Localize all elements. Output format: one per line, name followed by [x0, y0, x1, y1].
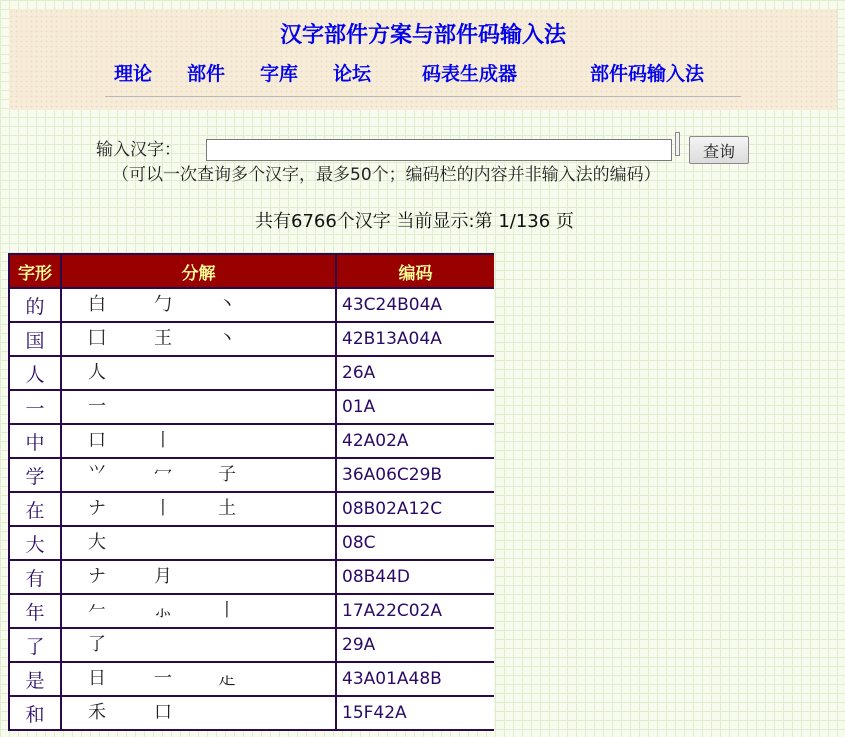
- search-input[interactable]: [206, 139, 672, 161]
- character-cell[interactable]: 在: [9, 492, 61, 526]
- table-body: [9, 288, 494, 730]
- component-part: 口: [154, 702, 172, 723]
- component-part: 了: [88, 634, 106, 655]
- code-cell: 36A06C29B: [336, 458, 494, 492]
- table-row: [9, 492, 494, 526]
- decomposition-cell: [61, 526, 336, 560]
- character-cell[interactable]: 了: [9, 628, 61, 662]
- code-cell: 43A01A48B: [336, 662, 494, 696]
- component-part: 丶: [218, 328, 236, 349]
- search-note: （可以一次查询多个汉字，最多50个；编码栏的内容并非输入法的编码）: [112, 165, 661, 185]
- nav-link-forum[interactable]: 论坛: [333, 63, 372, 85]
- component-part: 王: [154, 328, 172, 349]
- character-cell[interactable]: 有: [9, 560, 61, 594]
- decomposition-cell: [61, 356, 336, 390]
- component-part: 月: [154, 566, 172, 587]
- decomposition-cell: [61, 628, 336, 662]
- character-cell[interactable]: 国: [9, 322, 61, 356]
- code-cell: 08B02A12C: [336, 492, 494, 526]
- component-part: 人: [88, 362, 106, 383]
- character-table: [8, 253, 494, 731]
- table-row: [9, 322, 494, 356]
- component-part: ⺍: [88, 464, 106, 485]
- nav-link-components[interactable]: 部件: [187, 63, 226, 85]
- nav-link-code-table-generator[interactable]: 码表生成器: [422, 63, 518, 85]
- component-part: 日: [88, 668, 106, 689]
- table-row: [9, 458, 494, 492]
- decomposition-cell: [61, 492, 336, 526]
- component-part: 勹: [154, 294, 172, 315]
- component-part: 囗: [88, 328, 106, 349]
- nav-link-input-method[interactable]: 部件码输入法: [590, 63, 705, 85]
- table-row: [9, 288, 494, 322]
- decomposition-cell: [61, 560, 336, 594]
- code-cell: 26A: [336, 356, 494, 390]
- character-cell[interactable]: 学: [9, 458, 61, 492]
- component-part: 子: [218, 464, 236, 485]
- component-part: 龰: [218, 668, 236, 689]
- code-cell: 42B13A04A: [336, 322, 494, 356]
- decomposition-cell: [61, 288, 336, 322]
- decomposition-cell: [61, 458, 336, 492]
- decomposition-cell: [61, 424, 336, 458]
- search-label: 输入汉字：: [96, 140, 181, 160]
- nav-link-character-library[interactable]: 字库: [260, 63, 299, 85]
- component-part: ⺗: [154, 600, 172, 621]
- decomposition-cell: [61, 594, 336, 628]
- decomposition-cell: [61, 390, 336, 424]
- character-cell[interactable]: 的: [9, 288, 61, 322]
- character-cell[interactable]: 是: [9, 662, 61, 696]
- component-part: 大: [88, 532, 106, 553]
- table-header-row: [9, 254, 494, 288]
- code-cell: 08B44D: [336, 560, 494, 594]
- character-cell[interactable]: 人: [9, 356, 61, 390]
- character-cell[interactable]: 中: [9, 424, 61, 458]
- code-cell: 43C24B04A: [336, 288, 494, 322]
- site-title[interactable]: 汉字部件方案与部件码输入法: [279, 23, 566, 48]
- code-cell: 15F42A: [336, 696, 494, 730]
- code-cell: 01A: [336, 390, 494, 424]
- column-header-decomposition: 分解: [61, 254, 336, 288]
- code-cell: 42A02A: [336, 424, 494, 458]
- column-header-code: 编码: [336, 254, 494, 288]
- column-header-glyph: 字形: [9, 254, 61, 288]
- component-part: 𠂉: [88, 600, 106, 621]
- character-cell[interactable]: 大: [9, 526, 61, 560]
- component-part: 丨: [218, 600, 236, 621]
- component-part: 禾: [88, 702, 106, 723]
- component-part: 丶: [218, 294, 236, 315]
- component-part: 一: [88, 396, 106, 417]
- query-button[interactable]: 查询: [689, 136, 749, 164]
- nav-link-theory[interactable]: 理论: [114, 63, 153, 85]
- table-row: [9, 390, 494, 424]
- input-resize-handle[interactable]: [675, 132, 680, 156]
- component-part: ナ: [88, 498, 106, 519]
- component-part: 冖: [154, 464, 172, 485]
- table-row: [9, 560, 494, 594]
- decomposition-cell: [61, 696, 336, 730]
- component-part: 丨: [154, 498, 172, 519]
- character-table-container: [8, 253, 494, 737]
- table-row: [9, 662, 494, 696]
- component-part: 一: [154, 668, 172, 689]
- table-row: [9, 424, 494, 458]
- code-cell: 29A: [336, 628, 494, 662]
- header-divider: [105, 96, 741, 97]
- character-cell[interactable]: 一: [9, 390, 61, 424]
- page-status: 共有6766个汉字 当前显示:第 1/136 页: [255, 211, 574, 232]
- code-cell: 17A22C02A: [336, 594, 494, 628]
- component-part: ナ: [88, 566, 106, 587]
- character-cell[interactable]: 年: [9, 594, 61, 628]
- table-row: [9, 526, 494, 560]
- code-cell: 08C: [336, 526, 494, 560]
- table-row: [9, 356, 494, 390]
- table-row: [9, 628, 494, 662]
- decomposition-cell: [61, 662, 336, 696]
- site-header: [9, 9, 837, 110]
- character-cell[interactable]: 和: [9, 696, 61, 730]
- decomposition-cell: [61, 322, 336, 356]
- component-part: 白: [88, 294, 106, 315]
- component-part: 土: [218, 498, 236, 519]
- component-part: 丨: [154, 430, 172, 451]
- table-row: [9, 594, 494, 628]
- component-part: 口: [88, 430, 106, 451]
- table-row: [9, 696, 494, 730]
